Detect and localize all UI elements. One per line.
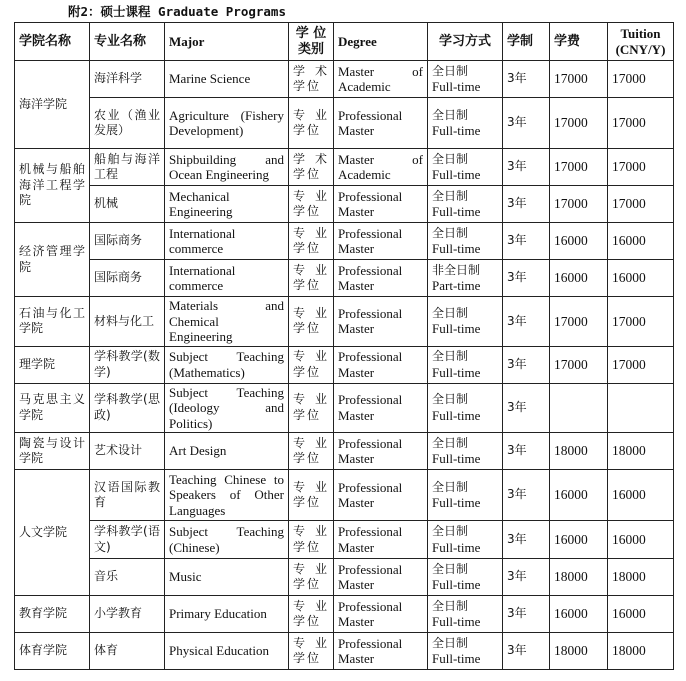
table-caption: 附2：硕士课程 Graduate Programs <box>68 4 286 19</box>
study-mode-en: Full-time <box>432 167 481 182</box>
major-cn-cell: 体育 <box>90 633 165 670</box>
major-cn-cell: 农业（渔业发展） <box>90 98 165 149</box>
major-en-cell: Physical Education <box>165 633 289 670</box>
study-mode-cn: 全日制 <box>432 435 469 450</box>
college-cell: 经济管理学院 <box>15 223 90 297</box>
degree-type-text: 专 业 学位 <box>293 305 329 336</box>
college-cell: 理学院 <box>15 346 90 383</box>
degree-cell: Professional Master <box>334 633 428 670</box>
table-row <box>15 61 674 98</box>
major-cn-cell: 国际商务 <box>90 223 165 260</box>
major-en-cell: Music <box>165 559 289 596</box>
study-mode-en: Full-time <box>432 321 481 337</box>
tuition-cell: 17000 <box>608 98 674 149</box>
tuition-cell: 16000 <box>608 260 674 297</box>
degree-type-text: 专 业 学位 <box>293 524 329 554</box>
major-en-cell: Mechanical Engineering <box>165 186 289 223</box>
degree-type-cell <box>289 433 334 470</box>
degree-type-cell <box>289 521 334 559</box>
duration-cell: 3年 <box>503 98 550 149</box>
study-mode-en: Full-time <box>432 614 481 629</box>
major-cn-cell: 艺术设计 <box>90 433 165 470</box>
table-row <box>15 383 674 433</box>
degree-type-cell <box>289 61 334 98</box>
major-en-cell: Shipbuilding and Ocean Engineering <box>165 149 289 186</box>
degree-cell: Professional Master <box>334 98 428 149</box>
table-row <box>15 98 674 149</box>
major-en-cell: International commerce <box>165 260 289 297</box>
degree-type-cell <box>289 346 334 383</box>
degree-type-text: 专 业 学位 <box>293 262 329 292</box>
study-mode-cell <box>428 149 503 186</box>
study-mode-cn: 全日制 <box>432 188 469 203</box>
study-mode-en: Part-time <box>432 278 481 293</box>
degree-type-cell <box>289 149 334 186</box>
degree-type-cell <box>289 297 334 347</box>
study-mode-en: Full-time <box>432 451 481 466</box>
header-tuition: Tuition (CNY/Y) <box>608 23 674 61</box>
study-mode-cell <box>428 383 503 433</box>
study-mode-cell <box>428 223 503 260</box>
table-row <box>15 149 674 186</box>
college-cell: 马克思主义学院 <box>15 383 90 433</box>
fee-cell: 17000 <box>550 297 608 347</box>
major-en-cell: Materials and Chemical Engineering <box>165 297 289 347</box>
study-mode-cn: 全日制 <box>432 151 469 166</box>
study-mode-cn: 全日制 <box>432 225 469 240</box>
duration-cell: 3年 <box>503 297 550 347</box>
tuition-cell: 18000 <box>608 633 674 670</box>
table-row <box>15 470 674 521</box>
study-mode-cell <box>428 98 503 149</box>
study-mode-cell <box>428 61 503 98</box>
major-en-cell: Agriculture (Fishery Development) <box>165 98 289 149</box>
tuition-cell: 17000 <box>608 186 674 223</box>
degree-type-text: 学 术 学位 <box>293 63 329 93</box>
fee-cell: 17000 <box>550 346 608 383</box>
major-en-cell: Primary Education <box>165 596 289 633</box>
college-cell: 石油与化工学院 <box>15 297 90 347</box>
major-en-cell: International commerce <box>165 223 289 260</box>
fee-cell: 17000 <box>550 149 608 186</box>
study-mode-cn: 全日制 <box>432 107 469 122</box>
major-cn-cell: 国际商务 <box>90 260 165 297</box>
study-mode-cell <box>428 260 503 297</box>
degree-cell: Professional Master <box>334 521 428 559</box>
degree-type-text: 专 业 学位 <box>293 479 329 509</box>
major-en-cell: Subject Teaching (Ideology and Politics) <box>165 383 289 433</box>
tuition-cell: 16000 <box>608 470 674 521</box>
table-row <box>15 596 674 633</box>
duration-cell: 3年 <box>503 223 550 260</box>
table-row <box>15 346 674 383</box>
degree-type-text: 专 业 学位 <box>293 107 329 137</box>
duration-cell: 3年 <box>503 433 550 470</box>
table-body <box>15 61 674 670</box>
table-row <box>15 433 674 470</box>
degree-type-text: 专 业 学位 <box>293 392 329 422</box>
degree-cell: Professional Master <box>334 297 428 347</box>
study-mode-en: Full-time <box>432 651 481 666</box>
tuition-cell: 16000 <box>608 521 674 559</box>
study-mode-cn: 全日制 <box>432 524 469 538</box>
fee-cell: 16000 <box>550 223 608 260</box>
fee-cell: 16000 <box>550 521 608 559</box>
study-mode-cell <box>428 433 503 470</box>
fee-cell: 16000 <box>550 596 608 633</box>
tuition-cell: 18000 <box>608 433 674 470</box>
study-mode-cn: 全日制 <box>432 392 469 407</box>
major-en-cell: Marine Science <box>165 61 289 98</box>
degree-cell: Professional Master <box>334 346 428 383</box>
college-cell: 体育学院 <box>15 633 90 670</box>
study-mode-en: Full-time <box>432 204 481 219</box>
table-row <box>15 223 674 260</box>
duration-cell: 3年 <box>503 470 550 521</box>
header-fee: 学费 <box>550 23 608 61</box>
duration-cell: 3年 <box>503 61 550 98</box>
fee-cell: 18000 <box>550 633 608 670</box>
degree-type-cell <box>289 559 334 596</box>
header-college: 学院名称 <box>15 23 90 61</box>
degree-type-text: 专 业 学位 <box>293 188 329 218</box>
college-cell: 人文学院 <box>15 470 90 596</box>
college-cell: 陶瓷与设计学院 <box>15 433 90 470</box>
major-cn-cell: 学科教学(语文) <box>90 521 165 559</box>
header-major-en: Major <box>165 23 289 61</box>
study-mode-cell <box>428 186 503 223</box>
tuition-cell: 17000 <box>608 149 674 186</box>
fee-cell: 18000 <box>550 559 608 596</box>
table-row <box>15 633 674 670</box>
duration-cell: 3年 <box>503 596 550 633</box>
study-mode-cn: 全日制 <box>432 561 469 576</box>
duration-cell: 3年 <box>503 346 550 383</box>
graduate-programs-table <box>14 22 674 670</box>
degree-type-cell <box>289 633 334 670</box>
degree-type-cell <box>289 98 334 149</box>
major-cn-cell: 音乐 <box>90 559 165 596</box>
study-mode-cell <box>428 559 503 596</box>
degree-type-cell <box>289 186 334 223</box>
major-cn-cell: 海洋科学 <box>90 61 165 98</box>
degree-cell: Master of Academic <box>334 61 428 98</box>
degree-type-cell <box>289 260 334 297</box>
tuition-cell: 17000 <box>608 346 674 383</box>
study-mode-cn: 全日制 <box>432 349 469 363</box>
degree-cell: Professional Master <box>334 260 428 297</box>
degree-cell: Professional Master <box>334 559 428 596</box>
degree-cell: Professional Master <box>334 433 428 470</box>
major-cn-cell: 学科教学(数学) <box>90 346 165 383</box>
major-cn-cell: 材料与化工 <box>90 297 165 347</box>
fee-cell <box>550 383 608 433</box>
table-row <box>15 297 674 347</box>
degree-cell: Professional Master <box>334 186 428 223</box>
degree-type-text: 专 业 学位 <box>293 561 329 591</box>
study-mode-en: Full-time <box>432 577 481 592</box>
major-en-cell: Subject Teaching (Chinese) <box>165 521 289 559</box>
study-mode-cell <box>428 596 503 633</box>
degree-cell: Professional Master <box>334 596 428 633</box>
fee-cell: 17000 <box>550 98 608 149</box>
duration-cell: 3年 <box>503 149 550 186</box>
duration-cell: 3年 <box>503 521 550 559</box>
degree-cell: Professional Master <box>334 223 428 260</box>
study-mode-en: Full-time <box>432 123 481 138</box>
study-mode-cell <box>428 521 503 559</box>
tuition-cell: 16000 <box>608 223 674 260</box>
study-mode-en: Full-time <box>432 241 481 256</box>
degree-type-text: 专 业 学位 <box>293 225 329 255</box>
fee-cell: 17000 <box>550 61 608 98</box>
degree-type-cell <box>289 470 334 521</box>
header-mode: 学习方式 <box>428 23 503 61</box>
header-row <box>15 23 674 61</box>
study-mode-cn: 全日制 <box>432 598 469 613</box>
degree-type-text: 学 术 学位 <box>293 151 329 181</box>
study-mode-cn: 全日制 <box>432 63 469 78</box>
table-row <box>15 186 674 223</box>
degree-type-cell <box>289 383 334 433</box>
degree-type-text: 专 业 学位 <box>293 598 329 628</box>
college-cell: 海洋学院 <box>15 61 90 149</box>
tuition-cell: 16000 <box>608 596 674 633</box>
tuition-cell: 18000 <box>608 559 674 596</box>
header-degree-type: 学 位 类别 <box>289 23 334 61</box>
duration-cell: 3年 <box>503 559 550 596</box>
degree-type-cell <box>289 223 334 260</box>
header-major-cn: 专业名称 <box>90 23 165 61</box>
degree-type-text: 专 业 学位 <box>293 349 329 379</box>
fee-cell: 16000 <box>550 260 608 297</box>
study-mode-en: Full-time <box>432 407 481 423</box>
degree-type-cell <box>289 596 334 633</box>
tuition-cell: 17000 <box>608 297 674 347</box>
table-row <box>15 559 674 596</box>
major-cn-cell: 汉语国际教育 <box>90 470 165 521</box>
study-mode-cell <box>428 346 503 383</box>
degree-cell: Professional Master <box>334 383 428 433</box>
degree-cell: Professional Master <box>334 470 428 521</box>
header-duration: 学制 <box>503 23 550 61</box>
study-mode-cell <box>428 633 503 670</box>
study-mode-cell <box>428 470 503 521</box>
degree-cell: Master of Academic <box>334 149 428 186</box>
header-degree: Degree <box>334 23 428 61</box>
college-cell: 教育学院 <box>15 596 90 633</box>
tuition-cell <box>608 383 674 433</box>
fee-cell: 17000 <box>550 186 608 223</box>
major-cn-cell: 机械 <box>90 186 165 223</box>
fee-cell: 18000 <box>550 433 608 470</box>
major-cn-cell: 船舶与海洋工程 <box>90 149 165 186</box>
study-mode-en: Full-time <box>432 364 481 380</box>
college-cell: 机械与船舶海洋工程学院 <box>15 149 90 223</box>
duration-cell: 3年 <box>503 633 550 670</box>
major-en-cell: Subject Teaching (Mathematics) <box>165 346 289 383</box>
duration-cell: 3年 <box>503 260 550 297</box>
study-mode-cn: 全日制 <box>432 305 469 320</box>
major-cn-cell: 学科教学(思政) <box>90 383 165 433</box>
table-row <box>15 521 674 559</box>
study-mode-en: Full-time <box>432 539 481 555</box>
tuition-cell: 17000 <box>608 61 674 98</box>
table-row <box>15 260 674 297</box>
major-en-cell: Art Design <box>165 433 289 470</box>
degree-type-text: 专 业 学位 <box>293 435 329 465</box>
duration-cell: 3年 <box>503 383 550 433</box>
fee-cell: 16000 <box>550 470 608 521</box>
study-mode-cell <box>428 297 503 347</box>
major-cn-cell: 小学教育 <box>90 596 165 633</box>
study-mode-cn: 非全日制 <box>432 262 481 277</box>
study-mode-cn: 全日制 <box>432 479 469 494</box>
degree-type-text: 专 业 学位 <box>293 635 329 665</box>
major-en-cell: Teaching Chinese to Speakers of Other Languages <box>165 470 289 521</box>
study-mode-cn: 全日制 <box>432 635 469 650</box>
study-mode-en: Full-time <box>432 495 481 510</box>
study-mode-en: Full-time <box>432 79 481 94</box>
duration-cell: 3年 <box>503 186 550 223</box>
